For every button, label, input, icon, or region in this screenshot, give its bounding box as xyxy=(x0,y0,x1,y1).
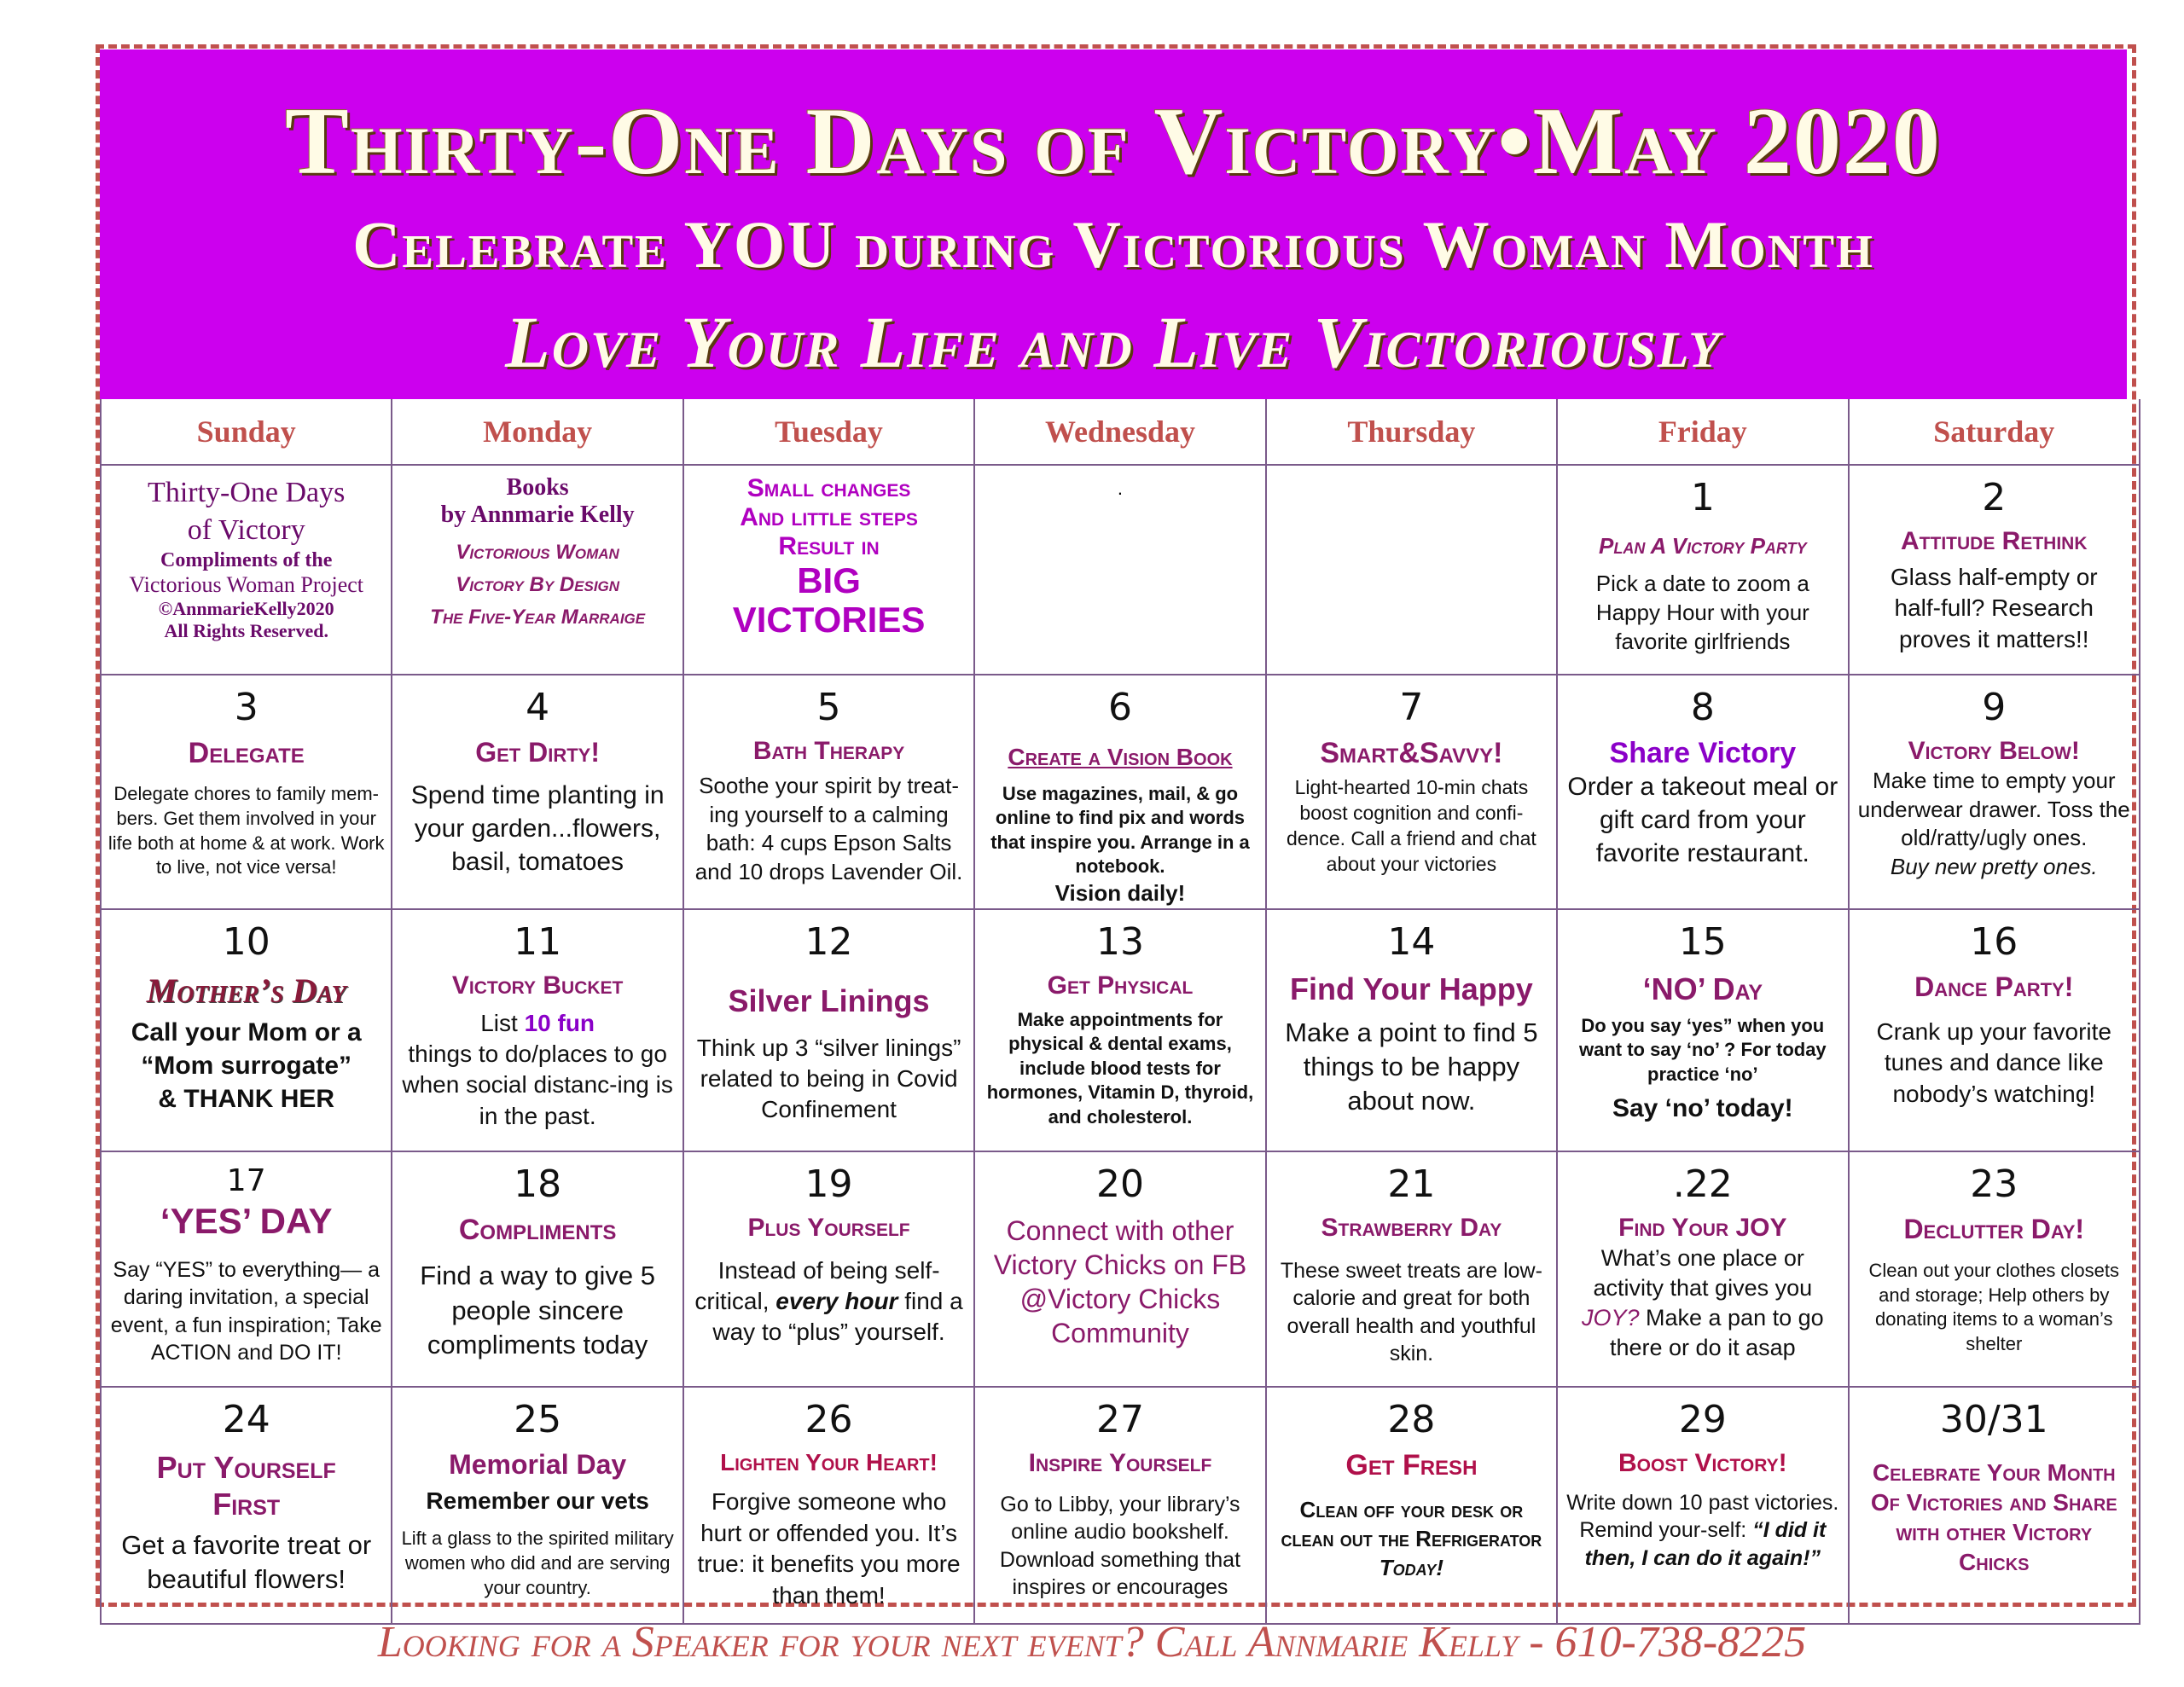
day-cell-6 xyxy=(974,675,1265,909)
intro-monday-cell xyxy=(392,465,682,675)
day-title: Boost Victory! xyxy=(1618,1449,1787,1478)
weekday-wednesday: Wednesday xyxy=(974,399,1265,465)
day-body xyxy=(689,1255,968,1348)
day-number: 15 xyxy=(1678,919,1727,964)
day-body-highlight: JOY? xyxy=(1581,1304,1640,1330)
day-subtitle: Remember our vets xyxy=(426,1487,649,1514)
intro-sunday-cell xyxy=(101,465,392,675)
day-body: Lift a glass to the spirited military women who did and are serving your country. xyxy=(401,1528,674,1598)
day-body: Spend time planting in your garden...flowers, basil, tomatoes xyxy=(410,781,665,877)
day-cell-3 xyxy=(101,675,392,909)
day-body-highlight: “I did it then, I can do it again!” xyxy=(1584,1518,1827,1570)
day-cell-5 xyxy=(683,675,974,909)
day-title: ‘NO’ Day xyxy=(1642,971,1763,1007)
day-title: Get Fresh xyxy=(1345,1449,1478,1482)
day-body: Pick a date to zoom a Happy Hour with your favorite girlfriends xyxy=(1595,571,1809,654)
day-body-lead: List xyxy=(480,1009,518,1036)
book-title: The Five-Year Marraige xyxy=(430,606,646,629)
day-number: 3 xyxy=(234,686,258,729)
week-row-2 xyxy=(101,675,2140,909)
intro-line: ©AnnmarieKelly2020 xyxy=(158,598,334,620)
day-title: Create a Vision Book xyxy=(1008,744,1233,771)
day-number: 5 xyxy=(816,686,841,729)
intro-line: Result in xyxy=(778,532,880,560)
day-body-rest: find a way to “plus” yourself. xyxy=(712,1288,963,1346)
day-cell-23 xyxy=(1849,1151,2140,1387)
day-body-lead: Instead of being self-critical, xyxy=(694,1256,940,1315)
day-cell-8 xyxy=(1557,675,1848,909)
day-body-rest: things to do/places to go when social distanc-ing is in the past. xyxy=(402,1041,673,1129)
day-number: 26 xyxy=(804,1397,853,1441)
day-body: Light-hearted 10-min chats boost cognition and confi-dence. Call a friend and chat about your victories xyxy=(1286,776,1536,876)
day-cell-14 xyxy=(1266,909,1557,1151)
day-body: Glass half-empty or half-full? Research proves it matters!! xyxy=(1890,563,2098,652)
day-cell-4 xyxy=(392,675,682,909)
day-number: 16 xyxy=(1970,919,2018,964)
weekday-tuesday: Tuesday xyxy=(683,399,974,465)
day-cell-21 xyxy=(1266,1151,1557,1387)
day-number: 2 xyxy=(1982,476,2007,519)
day-title: Mother’s Day xyxy=(146,971,346,1011)
weekday-friday: Friday xyxy=(1557,399,1848,465)
day-title: Find Your JOY xyxy=(1618,1214,1787,1243)
day-title: Compliments xyxy=(458,1214,617,1247)
weekday-monday: Monday xyxy=(392,399,682,465)
day-title: Put Yourself First xyxy=(156,1450,336,1522)
day-number: 4 xyxy=(526,686,550,729)
intro-line: And little steps xyxy=(740,503,918,531)
intro-line: by Annmarie Kelly xyxy=(440,501,635,528)
day-body xyxy=(1563,1244,1842,1363)
day-body: Delegate chores to family mem-bers. Get them involved in your life both at home & at work. Work to live, not vice versa! xyxy=(107,783,385,878)
intro-line: Victorious Woman Project xyxy=(129,572,364,598)
day-cell-16 xyxy=(1849,909,2140,1151)
day-title: Get Dirty! xyxy=(475,737,601,768)
day-body-lead: Clean off your desk or clean out the Refrigerator xyxy=(1281,1497,1542,1552)
day-body: These sweet treats are low-calorie and great for both overall health and youthful skin. xyxy=(1280,1258,1542,1366)
weekday-thursday: Thursday xyxy=(1266,399,1557,465)
day-cell-30 xyxy=(1849,1387,2140,1624)
day-body: Get a favorite treat or beautiful flowers! xyxy=(121,1529,372,1594)
weekday-sunday: Sunday xyxy=(101,399,392,465)
day-cell-15 xyxy=(1557,909,1848,1151)
day-body: Make appointments for physical & dental exams, include blood tests for hormones, Vitamin D, thyroid, and cholesterol. xyxy=(986,1008,1254,1128)
day-body xyxy=(1563,1489,1842,1573)
day-cell-29 xyxy=(1557,1387,1848,1624)
day-title: Dance Party! xyxy=(1914,971,2074,1003)
day-number: 24 xyxy=(222,1397,270,1441)
day-body: Think up 3 “silver linings” related to being in Covid Confinement xyxy=(696,1034,961,1123)
day-number: 17 xyxy=(226,1162,266,1198)
day-cell-26 xyxy=(683,1387,974,1624)
dot-mark: . xyxy=(1117,478,1124,499)
day-title: Lighten Your Heart! xyxy=(720,1449,938,1476)
day-body-lead: Write down 10 past victories. Remind your-self: xyxy=(1566,1490,1839,1543)
day-cell-1 xyxy=(1557,465,1848,675)
day-cell-13 xyxy=(974,909,1265,1151)
day-number: 6 xyxy=(1107,686,1132,729)
day-body: Use magazines, mail, & go online to find pix and words that inspire you. Arrange in a notebook. xyxy=(990,782,1250,878)
day-title: Delegate xyxy=(188,737,305,770)
book-title: Victory By Design xyxy=(456,573,620,596)
day-body: Say “YES” to everything— a daring invitation, a special event, a fun inspiration; Take ACTION and DO IT! xyxy=(110,1257,382,1365)
day-title: Victory Bucket xyxy=(451,971,624,1000)
day-title: Memorial Day xyxy=(449,1449,627,1481)
day-body xyxy=(1272,1496,1551,1582)
intro-line: All Rights Reserved. xyxy=(164,620,328,642)
day-body: Find a way to give 5 people sincere compliments today xyxy=(420,1261,655,1359)
day-number: .22 xyxy=(1672,1162,1733,1206)
day-cell-10 xyxy=(101,909,392,1151)
day-body: Do you say ‘yes” when you want to say ‘no’ ? For today practice ‘no’ xyxy=(1578,1014,1827,1085)
page-title: Thirty-One Days of Victory•May 2020 xyxy=(285,89,1942,194)
weekday-header-row xyxy=(101,399,2140,465)
week-row-1 xyxy=(101,465,2140,675)
day-cell-17 xyxy=(101,1151,392,1387)
intro-line: Compliments of the xyxy=(160,549,333,572)
day-body-emphasis: Buy new pretty ones. xyxy=(1890,854,2098,880)
day-body-rest: Make a pan to go there or do it asap xyxy=(1610,1304,1824,1360)
book-title: Victorious Woman xyxy=(456,541,619,564)
day-number: 21 xyxy=(1387,1162,1436,1206)
day-number: 11 xyxy=(514,919,562,964)
day-title: ‘YES’ DAY xyxy=(160,1201,333,1242)
day-body: Crank up your favorite tunes and dance like nobody’s watching! xyxy=(1876,1017,2111,1107)
empty-cell xyxy=(1266,465,1557,675)
day-title: Plan A Victory Party xyxy=(1599,533,1807,559)
day-cell-2 xyxy=(1849,465,2140,675)
day-number: 7 xyxy=(1399,686,1424,729)
day-body: Forgive someone who hurt or offended you. It’s true: it benefits you more than them! xyxy=(697,1488,961,1609)
day-number: 23 xyxy=(1970,1162,2018,1206)
day-number: 8 xyxy=(1690,686,1715,729)
empty-cell xyxy=(974,465,1265,675)
day-body: Call your Mom or a “Mom surrogate” & THANK HER xyxy=(131,1018,362,1114)
day-cell-25 xyxy=(392,1387,682,1624)
intro-tuesday-cell xyxy=(683,465,974,675)
day-cell-27 xyxy=(974,1387,1265,1624)
day-number: 27 xyxy=(1095,1397,1144,1441)
day-cell-24 xyxy=(101,1387,392,1624)
day-body: Order a takeout meal or gift card from your favorite restaurant. xyxy=(1567,773,1838,868)
intro-line: Books xyxy=(506,474,569,501)
page-tagline: Love Your Life and Live Victoriously xyxy=(505,301,1722,383)
day-body-highlight: every hour xyxy=(775,1288,898,1315)
day-title: Get Physical xyxy=(1047,971,1194,1000)
day-body: Make a point to find 5 things to be happy about now. xyxy=(1285,1017,1538,1116)
day-title: Connect with other Victory Chicks on FB @Victory Chicks Community xyxy=(993,1215,1247,1349)
intro-big: VICTORIES xyxy=(732,600,926,641)
intro-line: Small changes xyxy=(746,474,911,502)
day-cell-11 xyxy=(392,909,682,1151)
day-title: Attitude Rethink xyxy=(1901,527,2088,556)
day-body-highlight: 10 fun xyxy=(524,1009,595,1036)
day-body: Soothe your spirit by treat-ing yourself to a calming bath: 4 cups Epson Salts and 10 drops Lavender Oil. xyxy=(694,772,963,885)
day-body: Go to Libby, your library’s online audio bookshelf. Download something that inspires or encourages xyxy=(999,1492,1241,1600)
day-cell-22 xyxy=(1557,1151,1848,1387)
day-title: Find Your Happy xyxy=(1290,971,1533,1007)
day-body-lead: What’s one place or activity that gives you xyxy=(1593,1244,1813,1301)
day-title: Bath Therapy xyxy=(752,737,905,766)
day-number: 10 xyxy=(222,919,270,964)
day-number: 28 xyxy=(1387,1397,1436,1441)
day-cell-9 xyxy=(1849,675,2140,909)
day-number: 13 xyxy=(1095,919,1144,964)
day-number: 29 xyxy=(1678,1397,1727,1441)
day-body: Make time to empty your underwear drawer. Toss the old/ratty/ugly ones. xyxy=(1857,767,2130,851)
day-body: Clean out your clothes closets and storage; Help others by donating items to a woman’s shelter xyxy=(1868,1259,2120,1354)
day-title: Share Victory xyxy=(1609,737,1797,770)
day-cell-18 xyxy=(392,1151,682,1387)
day-cell-7 xyxy=(1266,675,1557,909)
week-row-3 xyxy=(101,909,2140,1151)
day-title: Declutter Day! xyxy=(1903,1214,2085,1245)
day-number: 20 xyxy=(1095,1162,1144,1206)
day-title: Celebrate Your Month Of Victories and Share with other Victory Chicks xyxy=(1870,1459,2117,1576)
weekday-saturday: Saturday xyxy=(1849,399,2140,465)
day-number: 9 xyxy=(1982,686,2007,729)
day-title: Strawberry Day xyxy=(1321,1214,1502,1243)
day-body-emphasis: Say ‘no’ today! xyxy=(1612,1094,1793,1123)
day-cell-12 xyxy=(683,909,974,1151)
day-title: Silver Linings xyxy=(728,983,930,1019)
week-row-5 xyxy=(101,1387,2140,1624)
day-body xyxy=(398,1008,677,1133)
day-body-highlight: Today! xyxy=(1379,1554,1443,1580)
day-number: 30/31 xyxy=(1939,1397,2048,1441)
intro-big: BIG xyxy=(797,560,861,600)
header-banner xyxy=(100,49,2127,399)
day-title: Inspire Yourself xyxy=(1028,1449,1212,1478)
day-title: Smart&Savvy! xyxy=(1320,737,1503,770)
day-number: 19 xyxy=(804,1162,853,1206)
week-row-4 xyxy=(101,1151,2140,1387)
day-cell-20 xyxy=(974,1151,1265,1387)
day-number: 25 xyxy=(514,1397,562,1441)
footer-speaker-contact: Looking for a Speaker for your next event? Call Annmarie Kelly - 610-738-8225 xyxy=(377,1618,1807,1667)
day-cell-19 xyxy=(683,1151,974,1387)
intro-title: Thirty-One Days of Victory xyxy=(148,477,346,547)
day-number: 14 xyxy=(1387,919,1436,964)
day-title: Plus Yourself xyxy=(747,1214,910,1243)
day-title: Victory Below! xyxy=(1908,737,2080,766)
day-number: 1 xyxy=(1690,476,1715,519)
page-subtitle: Celebrate YOU during Victorious Woman Month xyxy=(352,207,1874,281)
day-number: 18 xyxy=(514,1162,562,1206)
calendar-grid xyxy=(100,399,2140,1625)
day-cell-28 xyxy=(1266,1387,1557,1624)
day-number: 12 xyxy=(804,919,853,964)
day-body-emphasis: Vision daily! xyxy=(1054,879,1186,906)
